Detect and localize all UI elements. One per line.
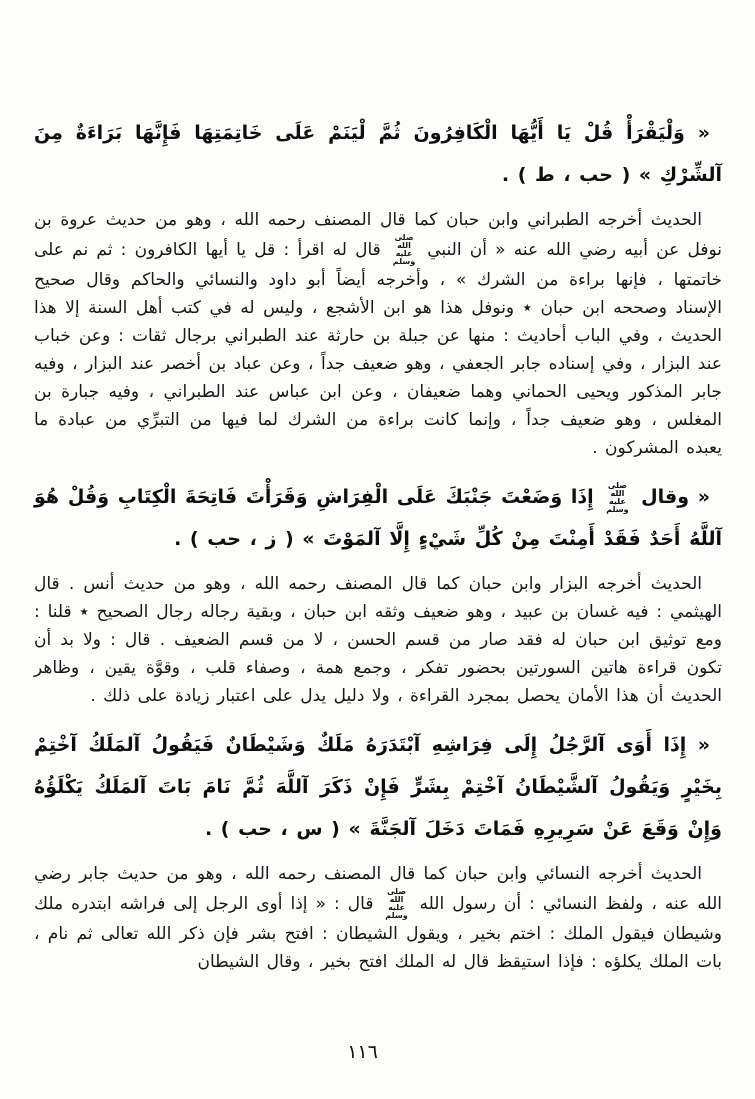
commentary-paragraph-3: الحديث أخرجه النسائي وابن حبان كما قال المصنف رحمه الله ، وهو من حديث جابر رضي الله عنه ، ولفظ النسائي : أن رسول الله صلى الله عليه وسلم قال : « إذا أوى الرجل إلى فراشه ابتدره ملك وشيطان فيقول الملك : اختم بخير ، ويقول الشيطان : افتح بشر فإن ذكر الله تعالى ثم نام ، بات الملك يكلؤه : فإذا استيقظ قال له الملك افتح بخير ، وقال الشيطان — [34, 864, 722, 972]
commentary-paragraph-1: الحديث أخرجه الطبراني وابن حبان كما قال المصنف رحمه الله ، وهو من حديث عروة بن نوفل عن أبيه رضي الله عنه « أن النبي صلى الله عليه وسلم قال له اقرأ : قل يا أيها الكافرون : ثم نم على خاتمتها ، فإنها براءة من الشرك » ، وأخرجه أيضاً أبو داود والنسائي والحاكم وقال صحيح الإسناد وصححه ابن حبان ٭ ونوفل هذا هو ابن الأشجع ، وليس له في كتب أهل السنة إلا هذا الحديث ، وفي الباب أحاديث : منها عن جبلة بن حارثة عند الطبراني برجال ثقات : وعن خباب عند البزار ، وفي إسناده جابر الجعفي ، وهو ضعيف جداً ، وعن عباد بن أخصر عند البزار ، وفيه جابر المذكور ويحيى الحماني وهما ضعيفان ، وعن ابن عباس عند الطبراني ، وفيه جبارة بن المغلس ، وهو ضعيف جداً ، وإنما كانت براءة من الشرك لما فيها من التبرِّي من عبادة ما يعبده المشركون . — [34, 210, 722, 458]
hadith-quote-1: « وَلْيَقْرَأْ قُلْ يَا أَيُّهَا الْكَافِرُونَ ثُمَّ لْيَنَمْ عَلَى خَاتِمَتِهَا فَإِنَّهَا بَرَاءَةٌ مِنَ آلشِّرْكِ » ( حب ، ط ) . — [34, 122, 722, 186]
page-number: ١١٦ — [347, 1041, 378, 1063]
pbuh-ligature: صلى الله عليه وسلم — [385, 887, 408, 920]
pbuh-ligature: صلى الله عليه وسلم — [392, 233, 416, 266]
hadith-quote-3: « إِذَا أَوَى آلرَّجُلُ إِلَى فِرَاشِهِ آبْتَدَرَهُ مَلَكٌ وَشَيْطَانٌ فَيَقُولُ آلمَلَكُ آخْتِمْ بِخَيْرٍ وَيَقُولُ آلشَّيْطَانُ آخْتِمْ بِشَرٍّ فَإِنْ ذَكَرَ آللَّهَ ثُمَّ نَامَ بَاتَ آلمَلَكُ يَكْلَؤُهُ وَإِنْ وَقَعَ عَنْ سَرِيرِهِ فَمَاتَ دَخَلَ آلجَنَّةَ » ( س ، حب ) . — [34, 734, 722, 840]
hadith-quote-2: « وقال صلى الله عليه وسلم إِذَا وَضَعْتَ جَنْبَكَ عَلَى الْفِرَاشِ وَقَرَأْتَ فَاتِحَةَ الْكِتَابِ وَقُلْ هُوَ آللَّهُ أَحَدٌ فَقَدْ أَمِنْتَ مِنْ كُلِّ شَيْءٍ إِلَّا آلمَوْتَ » ( ز ، حب ) . — [34, 480, 722, 550]
pbuh-ligature: صلى الله عليه وسلم — [606, 480, 629, 514]
text-column — [34, 112, 722, 986]
commentary-paragraph-2: الحديث أخرجه البزار وابن حبان كما قال المصنف رحمه الله ، وهو من حديث أنس . قال الهيثمي : فيه غسان بن عبيد ، وهو ضعيف وثقه ابن حبان ، وبقية رجاله رجال الصحيح ٭ قلنا : ومع توثيق ابن حبان له فقد صار من قسم الحسن ، لا من قسم الضعيف . قال : ولا بد أن تكون قراءة هاتين السورتين بحضور تفكر ، وجمع همة ، وصفاء قلب ، وقوَّة يقين ، وظاهر الحديث أن هذا الأمان يحصل بمجرد القراءة ، ولا دليل يدل على اعتبار زيادة على ذلك . — [34, 574, 722, 706]
